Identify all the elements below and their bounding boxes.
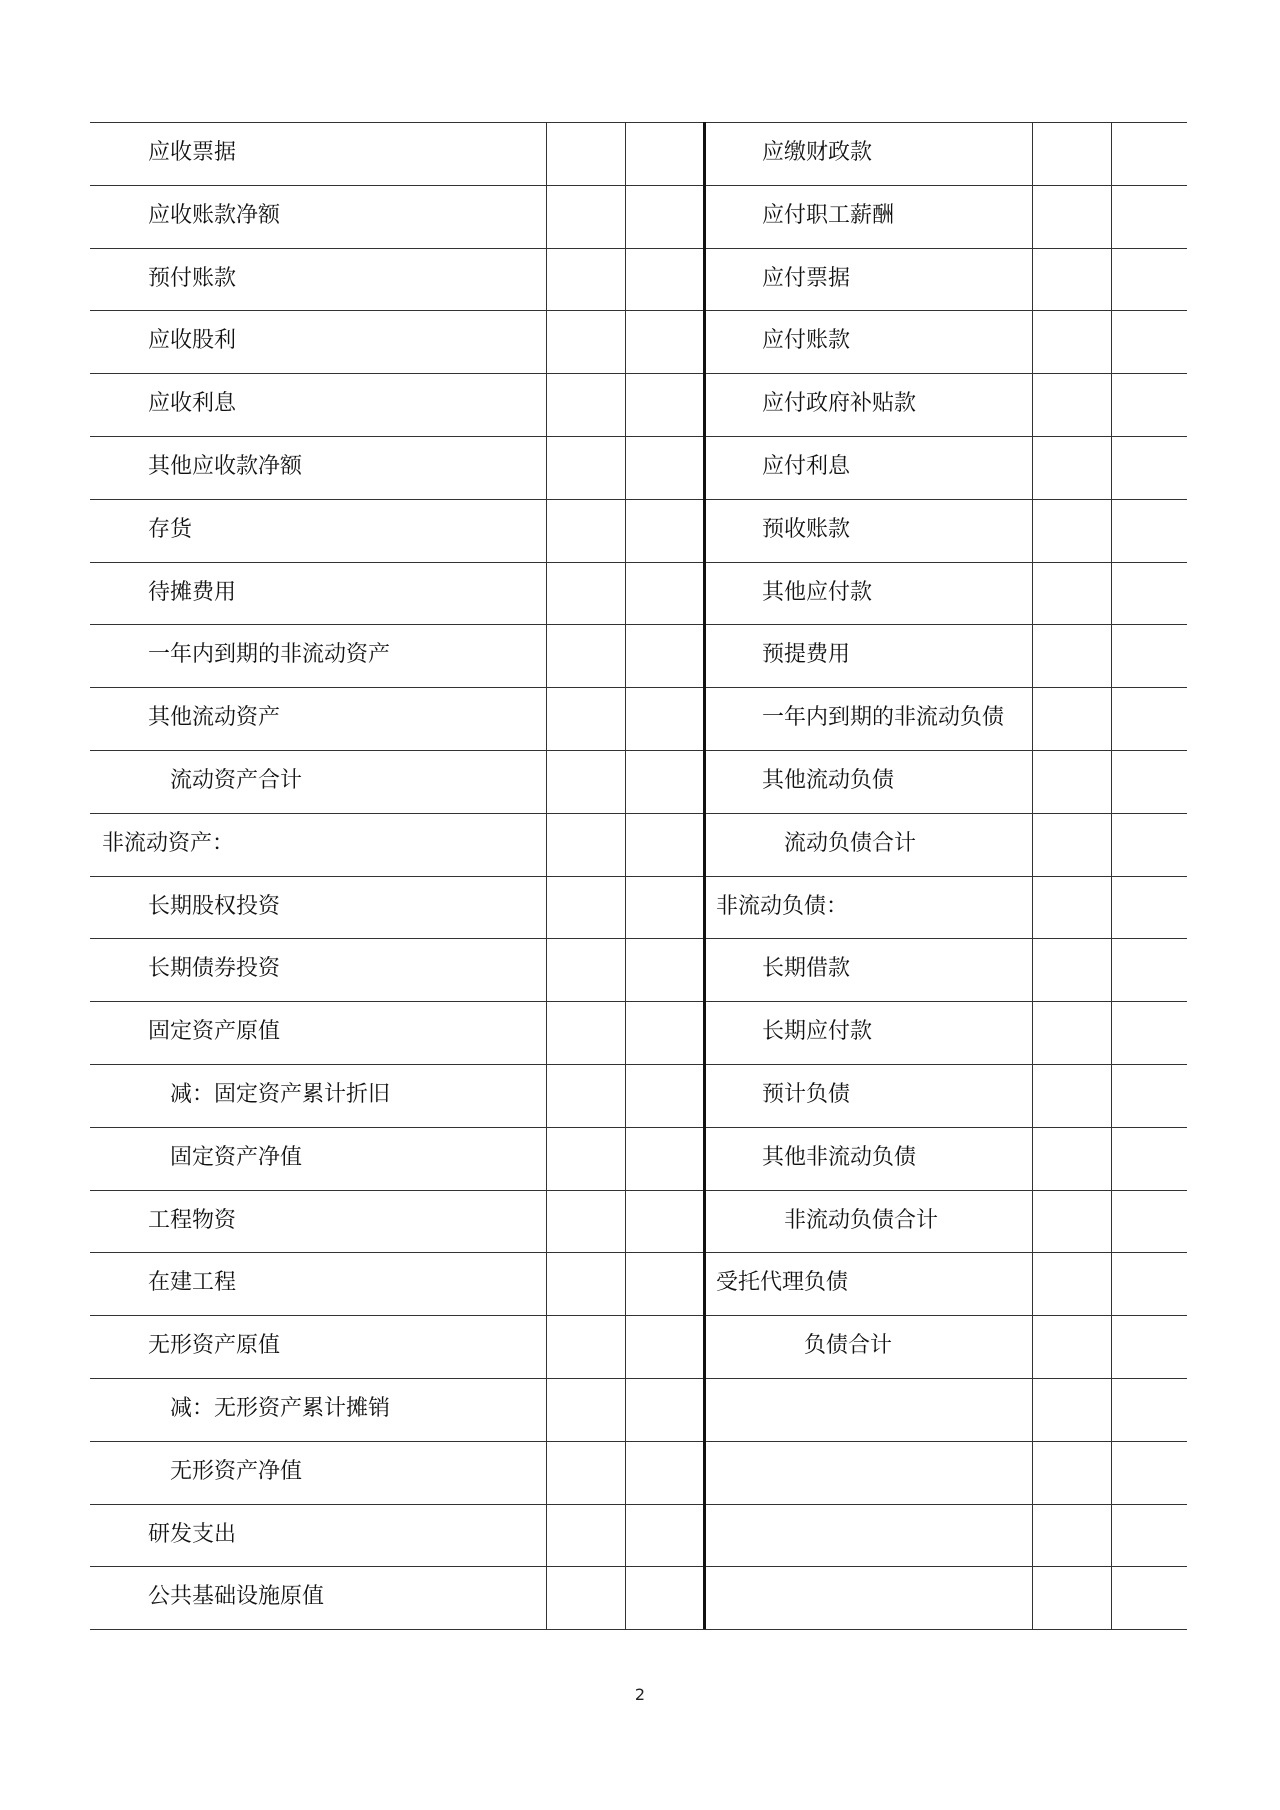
- asset-item-label: 固定资产原值: [148, 1019, 281, 1044]
- liability-item-label: 负债合计: [804, 1333, 893, 1358]
- asset-item-label: 流动资产合计: [170, 768, 303, 793]
- liability-item-label: 其他应付款: [762, 580, 873, 605]
- liability-item-label: 一年内到期的非流动负债: [762, 705, 1005, 730]
- liability-item-label: 非流动负债合计: [784, 1208, 939, 1233]
- asset-item-label: 在建工程: [148, 1270, 237, 1295]
- asset-item-label: 预付账款: [148, 266, 237, 291]
- row-rule: [90, 1629, 1187, 1630]
- asset-item-label: 长期股权投资: [148, 894, 281, 919]
- page-number: 2: [634, 1685, 646, 1704]
- liability-item-label: 受托代理负债: [716, 1270, 849, 1295]
- asset-item-label: 其他流动资产: [148, 705, 281, 730]
- liability-item-label: 应付政府补贴款: [762, 391, 917, 416]
- row-rule: [90, 1252, 1187, 1253]
- liability-item-label: 长期应付款: [762, 1019, 873, 1044]
- liability-item-label: 长期借款: [762, 956, 851, 981]
- row-rule: [90, 122, 1187, 123]
- liability-item-label: 流动负债合计: [784, 831, 917, 856]
- asset-item-label: 研发支出: [148, 1522, 237, 1547]
- liability-item-label: 应缴财政款: [762, 140, 873, 165]
- liability-item-label: 应付职工薪酬: [762, 203, 895, 228]
- asset-item-label: 长期债券投资: [148, 956, 281, 981]
- asset-item-label: 应收股利: [148, 328, 237, 353]
- asset-item-label: 一年内到期的非流动资产: [148, 642, 391, 667]
- liability-item-label: 非流动负债：: [716, 894, 849, 919]
- liability-item-label: 应付利息: [762, 454, 851, 479]
- asset-item-label: 无形资产净值: [170, 1459, 303, 1484]
- liability-item-label: 其他流动负债: [762, 768, 895, 793]
- column-rule: [625, 122, 626, 1629]
- row-rule: [90, 310, 1187, 311]
- balance-sheet-table: [90, 122, 1187, 1629]
- asset-item-label: 其他应收款净额: [148, 454, 303, 479]
- row-rule: [90, 499, 1187, 500]
- liability-item-label: 其他非流动负债: [762, 1145, 917, 1170]
- asset-item-label: 应收账款净额: [148, 203, 281, 228]
- liability-item-label: 应付票据: [762, 266, 851, 291]
- asset-item-label: 固定资产净值: [170, 1145, 303, 1170]
- asset-item-label: 减：固定资产累计折旧: [170, 1082, 391, 1107]
- column-rule: [1111, 122, 1112, 1629]
- asset-item-label: 公共基础设施原值: [148, 1584, 325, 1609]
- center-divider: [703, 122, 706, 1629]
- asset-item-label: 应收票据: [148, 140, 237, 165]
- asset-item-label: 应收利息: [148, 391, 237, 416]
- asset-item-label: 无形资产原值: [148, 1333, 281, 1358]
- asset-item-label: 存货: [148, 517, 193, 542]
- liability-item-label: 预收账款: [762, 517, 851, 542]
- asset-item-label: 减：无形资产累计摊销: [170, 1396, 391, 1421]
- column-rule: [546, 122, 547, 1629]
- row-rule: [90, 1190, 1187, 1191]
- asset-item-label: 非流动资产：: [102, 831, 235, 856]
- row-rule: [90, 813, 1187, 814]
- liability-item-label: 预提费用: [762, 642, 851, 667]
- liability-item-label: 应付账款: [762, 328, 851, 353]
- asset-item-label: 待摊费用: [148, 580, 237, 605]
- row-rule: [90, 373, 1187, 374]
- column-rule: [1032, 122, 1033, 1629]
- asset-item-label: 工程物资: [148, 1208, 237, 1233]
- row-rule: [90, 1504, 1187, 1505]
- row-rule: [90, 248, 1187, 249]
- row-rule: [90, 562, 1187, 563]
- liability-item-label: 预计负债: [762, 1082, 851, 1107]
